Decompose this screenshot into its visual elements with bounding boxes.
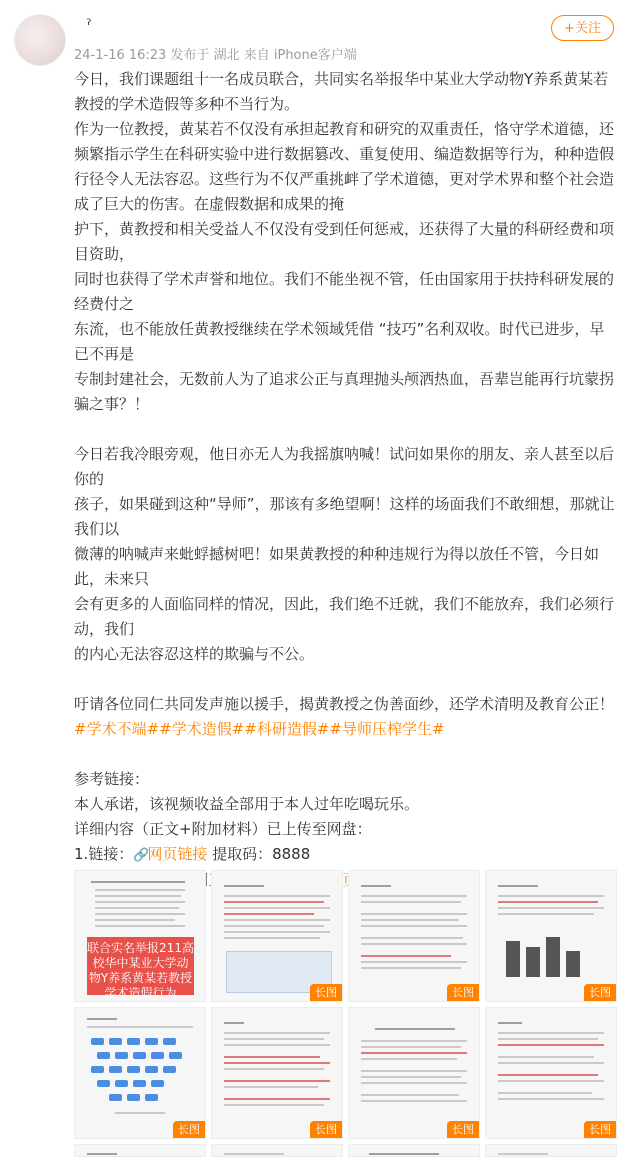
doc-line: [361, 1082, 467, 1084]
paragraph: 会有更多的人面临同样的情况，因此，我们绝不迁就，我们不能放弃，我们必须行动，我们: [74, 595, 615, 638]
paragraph: 的内心无法容忍这样的欺骗与不公。: [74, 645, 315, 663]
doc-line: [361, 1100, 467, 1102]
doc-line: [224, 1032, 330, 1034]
doc-line: [224, 925, 324, 927]
username[interactable]: ˀ: [86, 16, 92, 34]
paragraph: 孩子，如果碰到这种“导师”，那该有多绝望啊！这样的场面我们不敢细想，那就让我们以: [74, 495, 615, 538]
doc-line: [498, 1062, 604, 1064]
paragraph: 微薄的呐喊声来蚍蜉撼树吧！如果黄教授的种种违规行为得以放任不管，今日如此，未来只: [74, 545, 600, 588]
doc-line: [361, 1058, 457, 1060]
paragraph: 今日若我冷眼旁观，他日亦无人为我摇旗呐喊！试问如果你的朋友、亲人甚至以后你的: [74, 445, 615, 488]
post-header: [0, 0, 627, 62]
doc-line: [361, 967, 461, 969]
paragraph: 今日，我们课题组十一名成员联合，共同实名举报华中某业大学动物Y养系黄某若教授的学术造假等多种不当行为。: [74, 70, 609, 113]
doc-line: [498, 1038, 598, 1040]
doc-line: [361, 1046, 461, 1048]
doc-line: [361, 925, 467, 927]
hashtag[interactable]: #导师压榨学生#: [329, 720, 445, 738]
doc-line: [224, 919, 330, 921]
image-thumbnail[interactable]: [211, 1007, 343, 1139]
paragraph: 专制封建社会，无数前人为了追求公正与真理抛头颅洒热血，吾辈岂能再行坑蒙拐骗之事？！: [74, 370, 615, 413]
web-link-1[interactable]: 网页链接: [147, 845, 208, 863]
paragraph: 作为一位教授，黄某若不仅没有承担起教育和研究的双重责任，恪守学术道德，还频繁指示学生在科研实验中进行数据篡改、重复使用、编造数据等行为，种种造假行径令人无法容忍。这些行为不仅严重挑衅了学术道德，更对学术界和整个社会造成了巨大的伤害。在虚假数据和成果的掩: [74, 120, 615, 213]
doc-line: [361, 1040, 467, 1042]
promise-text: 本人承诺，该视频收益全部用于本人过年吃喝玩乐。: [74, 795, 420, 813]
doc-line: [224, 1068, 324, 1070]
doc-line: [498, 1080, 604, 1082]
doc-line: [361, 955, 451, 957]
doc-line: [498, 1092, 592, 1094]
doc-line: [361, 913, 467, 915]
paragraph-gap: [74, 742, 616, 767]
image-thumbnail[interactable]: [348, 870, 480, 1002]
doc-line: [498, 1153, 548, 1155]
doc-line: [224, 1038, 324, 1040]
long-image-badge: 长图: [310, 1121, 342, 1138]
doc-line: [361, 1094, 459, 1096]
long-image-badge: 长图: [584, 984, 616, 1001]
hashtag[interactable]: #学术不端#: [74, 720, 160, 738]
doc-line: [87, 1153, 117, 1155]
doc-line: [224, 1153, 284, 1155]
extract-code: 提取码：8888: [207, 845, 311, 863]
doc-line: [224, 937, 320, 939]
hashtag[interactable]: #科研造假#: [244, 720, 330, 738]
follow-button[interactable]: +关注: [551, 15, 614, 41]
doc-line: [498, 1074, 598, 1076]
doc-line: [361, 885, 391, 887]
long-image-badge: 长图: [173, 1121, 205, 1138]
image-thumbnail[interactable]: [74, 1007, 206, 1139]
hashtag-row: [74, 717, 616, 742]
detail-text: 详细内容（正文+附加材料）已上传至网盘：: [74, 820, 372, 838]
doc-line: [95, 919, 175, 921]
doc-line: [498, 1044, 604, 1046]
doc-line: [498, 895, 604, 897]
doc-line: [95, 895, 181, 897]
doc-line: [224, 1104, 324, 1106]
long-image-badge: 长图: [447, 984, 479, 1001]
doc-line: [361, 919, 459, 921]
doc-line: [224, 907, 330, 909]
paragraph: 吁请各位同仁共同发声施以援手，揭黄教授之伪善面纱，还学术清明及教育公正！: [74, 695, 615, 713]
doc-line: [224, 1022, 244, 1024]
doc-line: [91, 881, 185, 883]
doc-line: [498, 885, 538, 887]
doc-line: [224, 1080, 330, 1082]
doc-line: [224, 1062, 330, 1064]
title-overlay: 联合实名举报211高校华中某业大学动物Y养系黄某若教授学术造假行为: [87, 937, 194, 995]
doc-line: [95, 889, 185, 891]
doc-line: [498, 901, 598, 903]
doc-line: [115, 1112, 165, 1114]
long-image-badge: 长图: [584, 1121, 616, 1138]
doc-line: [498, 907, 604, 909]
image-thumbnail[interactable]: [348, 1144, 480, 1157]
doc-line: [224, 1056, 320, 1058]
doc-line: [95, 913, 185, 915]
image-thumbnail[interactable]: [211, 1144, 343, 1157]
paragraph-gap: [74, 667, 616, 692]
doc-line: [498, 913, 594, 915]
doc-line: [375, 1028, 455, 1030]
doc-line: [361, 937, 463, 939]
doc-line: [369, 1153, 439, 1155]
doc-line: [87, 1026, 193, 1028]
doc-line: [361, 901, 461, 903]
doc-line: [224, 895, 330, 897]
reference-title: 参考链接：: [74, 770, 150, 788]
image-thumbnail[interactable]: [211, 870, 343, 1002]
image-thumbnail[interactable]: [348, 1007, 480, 1139]
paragraph: 东流，也不能放任黄教授继续在学术领域凭借 “技巧”名利双收。时代已进步，早已不再是: [74, 320, 605, 363]
doc-line: [498, 1022, 522, 1024]
doc-line: [87, 1018, 117, 1020]
doc-line: [95, 901, 185, 903]
doc-line: [361, 1076, 461, 1078]
doc-line: [498, 1056, 594, 1058]
doc-line: [224, 1086, 318, 1088]
doc-line: [224, 1044, 330, 1046]
image-thumbnail[interactable]: [74, 870, 206, 1002]
doc-line: [95, 925, 185, 927]
doc-line: [224, 931, 330, 933]
doc-line: [498, 1098, 604, 1100]
image-thumbnail[interactable]: [485, 1144, 617, 1157]
image-thumbnail[interactable]: [485, 1007, 617, 1139]
paragraph: 护下，黄教授和相关受益人不仅没有受到任何惩戒，还获得了大量的科研经费和项目资助，: [74, 220, 615, 263]
long-image-badge: 长图: [310, 984, 342, 1001]
doc-line: [361, 1052, 467, 1054]
post-meta: 24-1-16 16:23 发布于 湖北 来自 iPhone客户端: [74, 48, 357, 63]
link-prefix: 1.链接：: [74, 845, 134, 863]
doc-line: [361, 1070, 467, 1072]
hashtag[interactable]: #学术造假#: [159, 720, 245, 738]
image-thumbnail[interactable]: [74, 1144, 206, 1157]
doc-line: [224, 885, 264, 887]
doc-line: [361, 895, 467, 897]
doc-line: [498, 1032, 604, 1034]
post-body: [74, 67, 616, 894]
link-icon: 🔗: [133, 848, 150, 863]
avatar[interactable]: [14, 14, 66, 66]
doc-line: [361, 943, 467, 945]
paragraph: 同时也获得了学术声誉和地位。我们不能坐视不管，任由国家用于扶持科研发展的经费付之: [74, 270, 615, 313]
long-image-badge: 长图: [447, 1121, 479, 1138]
doc-line: [224, 901, 324, 903]
doc-line: [95, 907, 179, 909]
image-thumbnail[interactable]: [485, 870, 617, 1002]
doc-line: [224, 1098, 330, 1100]
doc-line: [224, 913, 314, 915]
paragraph-gap: [74, 417, 616, 442]
link-row-1: [74, 842, 616, 868]
doc-line: [361, 961, 467, 963]
